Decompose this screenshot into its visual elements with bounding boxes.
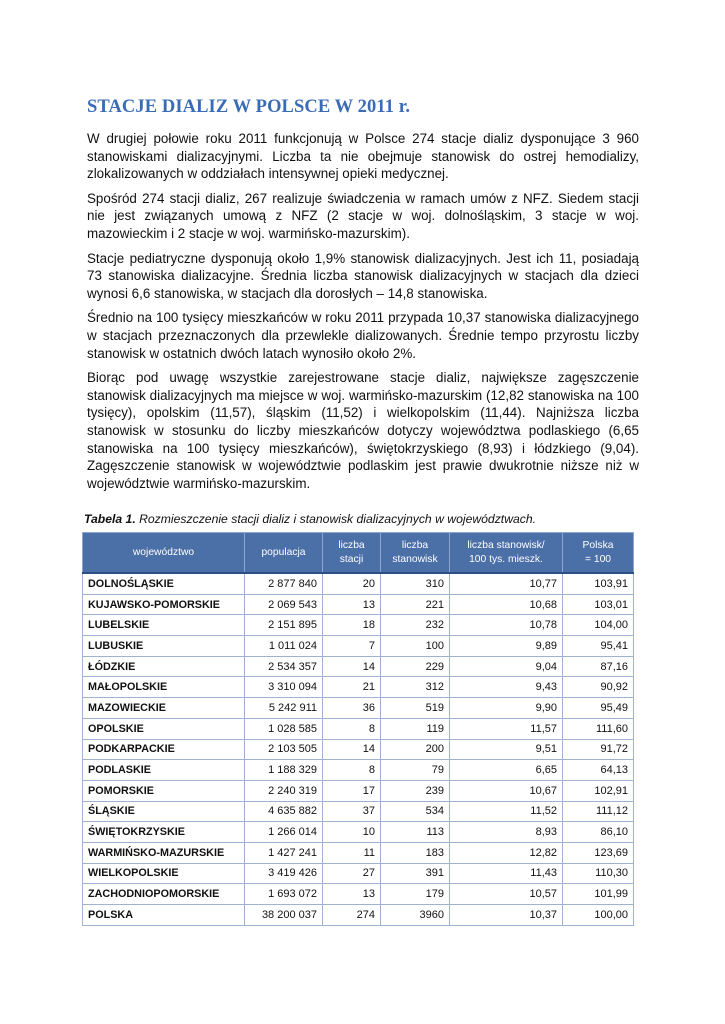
- region-cell: DOLNOŚLĄSKIE: [83, 573, 245, 594]
- region-cell: PODKARPACKIE: [83, 739, 245, 760]
- value-cell: 8,93: [450, 822, 563, 843]
- table-row: [83, 573, 634, 594]
- value-cell: 10,37: [450, 905, 563, 926]
- region-cell: ŚLĄSKIE: [83, 801, 245, 822]
- value-cell: 113: [381, 822, 450, 843]
- value-cell: 91,72: [563, 739, 634, 760]
- value-cell: 221: [381, 594, 450, 615]
- table-row: [83, 677, 634, 698]
- value-cell: 18: [323, 615, 381, 636]
- value-cell: 37: [323, 801, 381, 822]
- value-cell: 95,49: [563, 698, 634, 719]
- table-caption: [84, 512, 536, 526]
- value-cell: 10,77: [450, 573, 563, 594]
- value-cell: 101,99: [563, 884, 634, 905]
- table-row: [83, 842, 634, 863]
- region-cell: WIELKOPOLSKIE: [83, 863, 245, 884]
- region-cell: PODLASKIE: [83, 760, 245, 781]
- value-cell: 1 693 072: [245, 884, 323, 905]
- value-cell: 13: [323, 884, 381, 905]
- value-cell: 7: [323, 636, 381, 657]
- column-header: populacja: [245, 533, 323, 574]
- value-cell: 312: [381, 677, 450, 698]
- value-cell: 20: [323, 573, 381, 594]
- body-text: [87, 130, 639, 499]
- value-cell: 1 028 585: [245, 718, 323, 739]
- value-cell: 9,43: [450, 677, 563, 698]
- value-cell: 2 534 357: [245, 656, 323, 677]
- table-body: [83, 573, 634, 925]
- value-cell: 10,68: [450, 594, 563, 615]
- value-cell: 8: [323, 718, 381, 739]
- region-cell: OPOLSKIE: [83, 718, 245, 739]
- value-cell: 4 635 882: [245, 801, 323, 822]
- page-title: STACJE DIALIZ W POLSCE W 2011 r.: [87, 97, 411, 117]
- value-cell: 21: [323, 677, 381, 698]
- value-cell: 6,65: [450, 760, 563, 781]
- value-cell: 5 242 911: [245, 698, 323, 719]
- value-cell: 200: [381, 739, 450, 760]
- region-cell: LUBUSKIE: [83, 636, 245, 657]
- region-cell: ŚWIĘTOKRZYSKIE: [83, 822, 245, 843]
- value-cell: 10,57: [450, 884, 563, 905]
- value-cell: 10: [323, 822, 381, 843]
- value-cell: 10,67: [450, 780, 563, 801]
- value-cell: 14: [323, 739, 381, 760]
- region-cell: MAZOWIECKIE: [83, 698, 245, 719]
- value-cell: 239: [381, 780, 450, 801]
- region-cell: MAŁOPOLSKIE: [83, 677, 245, 698]
- value-cell: 2 151 895: [245, 615, 323, 636]
- value-cell: 10,78: [450, 615, 563, 636]
- value-cell: 110,30: [563, 863, 634, 884]
- value-cell: 86,10: [563, 822, 634, 843]
- table-row: [83, 801, 634, 822]
- paragraph: W drugiej połowie roku 2011 funkcjonują w Polsce 274 stacje dializ dysponujące 3 960 stanowiskami dializacyjnymi. Liczba ta nie obejmuje stanowisk do ostrej hemodializy, zlokalizowanych w oddziałach intensywnej opieki medycznej.: [87, 131, 639, 182]
- table-caption-text: Rozmieszczenie stacji dializ i stanowisk dializacyjnych w województwach.: [135, 512, 537, 526]
- value-cell: 179: [381, 884, 450, 905]
- table-row: [83, 698, 634, 719]
- column-header: liczba stanowisk/ 100 tys. mieszk.: [450, 533, 563, 574]
- value-cell: 229: [381, 656, 450, 677]
- value-cell: 100: [381, 636, 450, 657]
- value-cell: 9,90: [450, 698, 563, 719]
- value-cell: 27: [323, 863, 381, 884]
- value-cell: 3 310 094: [245, 677, 323, 698]
- value-cell: 3960: [381, 905, 450, 926]
- value-cell: 103,01: [563, 594, 634, 615]
- paragraph: Stacje pediatryczne dysponują około 1,9% stanowisk dializacyjnych. Jest ich 11, posiadają 73 stanowiska dializacyjne. Średnia liczba stanowisk dializacyjnych w stacjach dla dzieci wynosi 6,6 stanowiska, w stacjach dla dorosłych – 14,8 stanowiska.: [87, 250, 639, 301]
- table-row: [83, 636, 634, 657]
- value-cell: 95,41: [563, 636, 634, 657]
- value-cell: 36: [323, 698, 381, 719]
- value-cell: 12,82: [450, 842, 563, 863]
- value-cell: 111,12: [563, 801, 634, 822]
- table-row: [83, 884, 634, 905]
- value-cell: 104,00: [563, 615, 634, 636]
- value-cell: 1 188 329: [245, 760, 323, 781]
- value-cell: 183: [381, 842, 450, 863]
- column-header: Polska = 100: [563, 533, 634, 574]
- table-header-row: [83, 533, 634, 574]
- column-header: liczba stanowisk: [381, 533, 450, 574]
- column-header: województwo: [83, 533, 245, 574]
- value-cell: 534: [381, 801, 450, 822]
- dialysis-table: [82, 532, 634, 926]
- value-cell: 9,04: [450, 656, 563, 677]
- value-cell: 2 877 840: [245, 573, 323, 594]
- value-cell: 38 200 037: [245, 905, 323, 926]
- value-cell: 11: [323, 842, 381, 863]
- value-cell: 90,92: [563, 677, 634, 698]
- value-cell: 111,60: [563, 718, 634, 739]
- region-cell: WARMIŃSKO-MAZURSKIE: [83, 842, 245, 863]
- value-cell: 9,51: [450, 739, 563, 760]
- column-header: liczba stacji: [323, 533, 381, 574]
- paragraph: Średnio na 100 tysięcy mieszkańców w roku 2011 przypada 10,37 stanowiska dializacyjnego w stacjach przeznaczonych dla przewlekle dializowanych. Średnie tempo przyrostu liczby stanowisk w ostatnich dwóch latach wynosiło około 2%.: [87, 310, 639, 361]
- value-cell: 391: [381, 863, 450, 884]
- value-cell: 17: [323, 780, 381, 801]
- table-row: [83, 615, 634, 636]
- table-caption-label: Tabela 1.: [84, 512, 136, 526]
- value-cell: 79: [381, 760, 450, 781]
- value-cell: 2 103 505: [245, 739, 323, 760]
- value-cell: 274: [323, 905, 381, 926]
- region-cell: ŁÓDZKIE: [83, 656, 245, 677]
- region-cell: POMORSKIE: [83, 780, 245, 801]
- value-cell: 2 240 319: [245, 780, 323, 801]
- table-row: [83, 863, 634, 884]
- value-cell: 100,00: [563, 905, 634, 926]
- value-cell: 519: [381, 698, 450, 719]
- table-row: [83, 739, 634, 760]
- value-cell: 8: [323, 760, 381, 781]
- table-row: [83, 656, 634, 677]
- table-row: [83, 905, 634, 926]
- region-cell: LUBELSKIE: [83, 615, 245, 636]
- value-cell: 9,89: [450, 636, 563, 657]
- value-cell: 119: [381, 718, 450, 739]
- value-cell: 103,91: [563, 573, 634, 594]
- value-cell: 11,57: [450, 718, 563, 739]
- value-cell: 2 069 543: [245, 594, 323, 615]
- region-cell: KUJAWSKO-POMORSKIE: [83, 594, 245, 615]
- value-cell: 1 427 241: [245, 842, 323, 863]
- value-cell: 3 419 426: [245, 863, 323, 884]
- table-row: [83, 594, 634, 615]
- value-cell: 123,69: [563, 842, 634, 863]
- table-row: [83, 718, 634, 739]
- value-cell: 87,16: [563, 656, 634, 677]
- value-cell: 1 011 024: [245, 636, 323, 657]
- value-cell: 11,43: [450, 863, 563, 884]
- value-cell: 13: [323, 594, 381, 615]
- value-cell: 102,91: [563, 780, 634, 801]
- paragraph: Biorąc pod uwagę wszystkie zarejestrowane stacje dializ, największe zagęszczenie stanowisk dializacyjnych ma miejsce w woj. warmińsko-mazurskim (12,82 stanowiska na 100 tysięcy), opolskim (11,57), śląskim (11,52) i wielkopolskim (11,44). Najniższa liczba stanowisk w stosunku do liczby mieszkańców dotyczy województwa podlaskiego (6,65 stanowiska na 100 tysięcy mieszkańców), świętokrzyskiego (8,93) i łódzkiego (9,04). Zagęszczenie stanowisk w województwie podlaskim jest prawie dwukrotnie niższe niż w województwie warmińsko-mazurskim.: [87, 370, 639, 491]
- value-cell: 64,13: [563, 760, 634, 781]
- table-row: [83, 780, 634, 801]
- value-cell: 14: [323, 656, 381, 677]
- value-cell: 1 266 014: [245, 822, 323, 843]
- table-row: [83, 760, 634, 781]
- value-cell: 310: [381, 573, 450, 594]
- paragraph: Spośród 274 stacji dializ, 267 realizuje świadczenia w ramach umów z NFZ. Siedem stacji nie jest związanych umową z NFZ (2 stacje w woj. dolnośląskim, 3 stacje w woj. mazowieckim i 2 stacje w woj. warmińsko-mazurskim).: [87, 190, 639, 241]
- table-row: [83, 822, 634, 843]
- value-cell: 11,52: [450, 801, 563, 822]
- region-cell: POLSKA: [83, 905, 245, 926]
- value-cell: 232: [381, 615, 450, 636]
- region-cell: ZACHODNIOPOMORSKIE: [83, 884, 245, 905]
